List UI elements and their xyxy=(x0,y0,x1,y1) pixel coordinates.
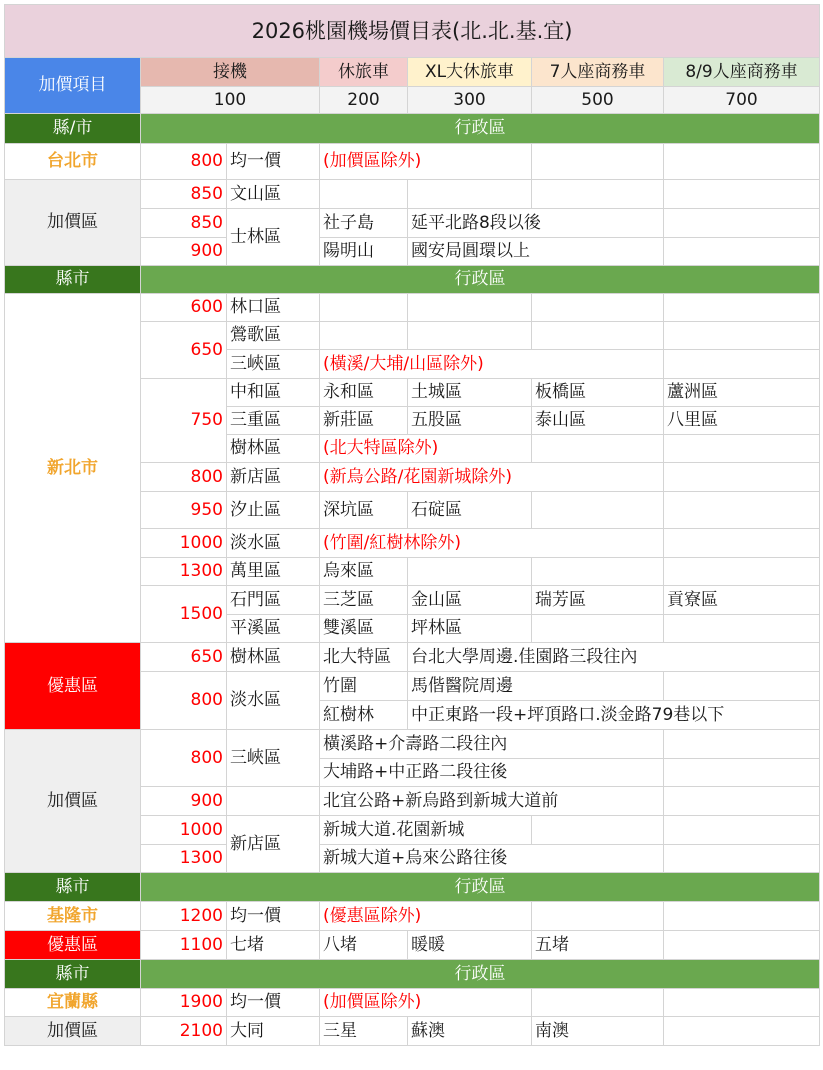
exception-note: (北大特區除外) xyxy=(320,435,532,463)
county-label: 縣市 xyxy=(5,960,141,989)
surcharge-7-seat: 500 xyxy=(532,87,664,114)
detail: 大埔路+中正路二段往後 xyxy=(320,759,664,787)
district: 鶯歌區 xyxy=(227,322,320,350)
price: 1000 xyxy=(141,816,227,845)
page-title: 2026桃園機場價目表(北.北.基.宜) xyxy=(5,5,820,58)
detail: 馬偕醫院周邊 xyxy=(408,672,664,701)
district: 南澳 xyxy=(532,1017,664,1046)
district: 三峽區 xyxy=(227,350,320,379)
vehicle-header-row xyxy=(5,58,820,87)
district: 樹林區 xyxy=(227,643,320,672)
keelung-row xyxy=(5,902,820,931)
district: 貢寮區 xyxy=(664,586,820,615)
table-row xyxy=(5,730,820,759)
surcharge-zone-label: 加價區 xyxy=(5,730,141,873)
price: 650 xyxy=(141,643,227,672)
district: 新店區 xyxy=(227,463,320,492)
detail: 台北大學周邊.佳園路三段往內 xyxy=(408,643,820,672)
detail: 中正東路一段+坪頂路口.淡金路79巷以下 xyxy=(408,701,820,730)
price: 800 xyxy=(141,730,227,787)
section-header-keelung xyxy=(5,873,820,902)
price: 750 xyxy=(141,379,227,463)
price: 800 xyxy=(141,463,227,492)
place: 北大特區 xyxy=(320,643,408,672)
price-table xyxy=(4,4,820,1046)
price: 1000 xyxy=(141,529,227,558)
detail: 新城大道+烏來公路往後 xyxy=(320,845,664,873)
city-keelung: 基隆市 xyxy=(5,902,141,931)
section-header-taipei xyxy=(5,114,820,144)
district: 三峽區 xyxy=(227,730,320,787)
yilan-surcharge-row xyxy=(5,1017,820,1046)
detail: 國安局圓環以上 xyxy=(408,238,664,266)
surcharge-pickup: 100 xyxy=(141,87,320,114)
taipei-row xyxy=(5,144,820,180)
county-label: 縣/市 xyxy=(5,114,141,144)
exception-note: (新烏公路/花園新城除外) xyxy=(320,463,664,492)
price: 950 xyxy=(141,492,227,529)
district: 雙溪區 xyxy=(320,615,408,643)
section-header-yilan xyxy=(5,960,820,989)
price: 1200 xyxy=(141,902,227,931)
district: 萬里區 xyxy=(227,558,320,586)
district: 蘇澳 xyxy=(408,1017,532,1046)
district: 汐止區 xyxy=(227,492,320,529)
district: 永和區 xyxy=(320,379,408,407)
surcharge-zone-label: 加價區 xyxy=(5,1017,141,1046)
detail: 北宜公路+新烏路到新城大道前 xyxy=(320,787,664,816)
price: 800 xyxy=(141,672,227,730)
price: 1300 xyxy=(141,558,227,586)
exception-note: (竹圍/紅樹林除外) xyxy=(320,529,664,558)
flat-rate: 均一價 xyxy=(227,902,320,931)
district: 金山區 xyxy=(408,586,532,615)
city-newtaipei: 新北市 xyxy=(5,294,141,643)
district: 新店區 xyxy=(227,816,320,873)
place: 竹圍 xyxy=(320,672,408,701)
admin-label: 行政區 xyxy=(141,114,820,144)
vehicle-7-seat: 7人座商務車 xyxy=(532,58,664,87)
yilan-row xyxy=(5,989,820,1017)
county-label: 縣市 xyxy=(5,266,141,294)
price: 1900 xyxy=(141,989,227,1017)
discount-zone-label: 優惠區 xyxy=(5,643,141,730)
district: 淡水區 xyxy=(227,529,320,558)
surcharge-zone-label: 加價區 xyxy=(5,180,141,266)
price: 800 xyxy=(141,144,227,180)
price: 900 xyxy=(141,238,227,266)
district: 泰山區 xyxy=(532,407,664,435)
exception-note: (橫溪/大埔/山區除外) xyxy=(320,350,664,379)
district: 三星 xyxy=(320,1017,408,1046)
surcharge-xl-suv: 300 xyxy=(408,87,532,114)
district: 瑞芳區 xyxy=(532,586,664,615)
place: 陽明山 xyxy=(320,238,408,266)
district: 淡水區 xyxy=(227,672,320,730)
price: 600 xyxy=(141,294,227,322)
district: 土城區 xyxy=(408,379,532,407)
district: 士林區 xyxy=(227,209,320,266)
district: 大同 xyxy=(227,1017,320,1046)
district: 板橋區 xyxy=(532,379,664,407)
district: 中和區 xyxy=(227,379,320,407)
vehicle-xl-suv: XL大休旅車 xyxy=(408,58,532,87)
district: 樹林區 xyxy=(227,435,320,463)
district: 林口區 xyxy=(227,294,320,322)
district: 蘆洲區 xyxy=(664,379,820,407)
district: 八里區 xyxy=(664,407,820,435)
discount-zone-label: 優惠區 xyxy=(5,931,141,960)
admin-label: 行政區 xyxy=(141,960,820,989)
district: 五股區 xyxy=(408,407,532,435)
detail: 新城大道.花園新城 xyxy=(320,816,532,845)
surcharge-9-seat: 700 xyxy=(664,87,820,114)
district: 七堵 xyxy=(227,931,320,960)
price: 2100 xyxy=(141,1017,227,1046)
district: 平溪區 xyxy=(227,615,320,643)
price: 1300 xyxy=(141,845,227,873)
district: 新莊區 xyxy=(320,407,408,435)
flat-rate: 均一價 xyxy=(227,144,320,180)
vehicle-pickup: 接機 xyxy=(141,58,320,87)
place: 紅樹林 xyxy=(320,701,408,730)
price: 650 xyxy=(141,322,227,379)
admin-label: 行政區 xyxy=(141,873,820,902)
admin-label: 行政區 xyxy=(141,266,820,294)
vehicle-9-seat: 8/9人座商務車 xyxy=(664,58,820,87)
keelung-discount-row xyxy=(5,931,820,960)
detail: 延平北路8段以後 xyxy=(408,209,664,238)
surcharge-suv: 200 xyxy=(320,87,408,114)
exception-note: (加價區除外) xyxy=(320,144,532,180)
price: 850 xyxy=(141,180,227,209)
district: 文山區 xyxy=(227,180,320,209)
city-taipei: 台北市 xyxy=(5,144,141,180)
city-yilan: 宜蘭縣 xyxy=(5,989,141,1017)
detail: 橫溪路+介壽路二段往內 xyxy=(320,730,664,759)
district: 烏來區 xyxy=(320,558,408,586)
district: 深坑區 xyxy=(320,492,408,529)
place: 社子島 xyxy=(320,209,408,238)
exception-note: (優惠區除外) xyxy=(320,902,532,931)
district: 坪林區 xyxy=(408,615,532,643)
price: 1500 xyxy=(141,586,227,643)
county-label: 縣市 xyxy=(5,873,141,902)
table-row xyxy=(5,294,820,322)
exception-note: (加價區除外) xyxy=(320,989,532,1017)
title-row xyxy=(5,5,820,58)
district: 五堵 xyxy=(532,931,664,960)
district: 三重區 xyxy=(227,407,320,435)
vehicle-suv: 休旅車 xyxy=(320,58,408,87)
price: 1100 xyxy=(141,931,227,960)
table-row xyxy=(5,180,820,209)
price: 850 xyxy=(141,209,227,238)
section-header-newtaipei xyxy=(5,266,820,294)
district: 八堵 xyxy=(320,931,408,960)
flat-rate: 均一價 xyxy=(227,989,320,1017)
district: 石碇區 xyxy=(408,492,532,529)
table-row xyxy=(5,643,820,672)
district: 暖暖 xyxy=(408,931,532,960)
district: 三芝區 xyxy=(320,586,408,615)
surcharge-item-label: 加價項目 xyxy=(5,58,141,114)
price: 900 xyxy=(141,787,227,816)
district: 石門區 xyxy=(227,586,320,615)
